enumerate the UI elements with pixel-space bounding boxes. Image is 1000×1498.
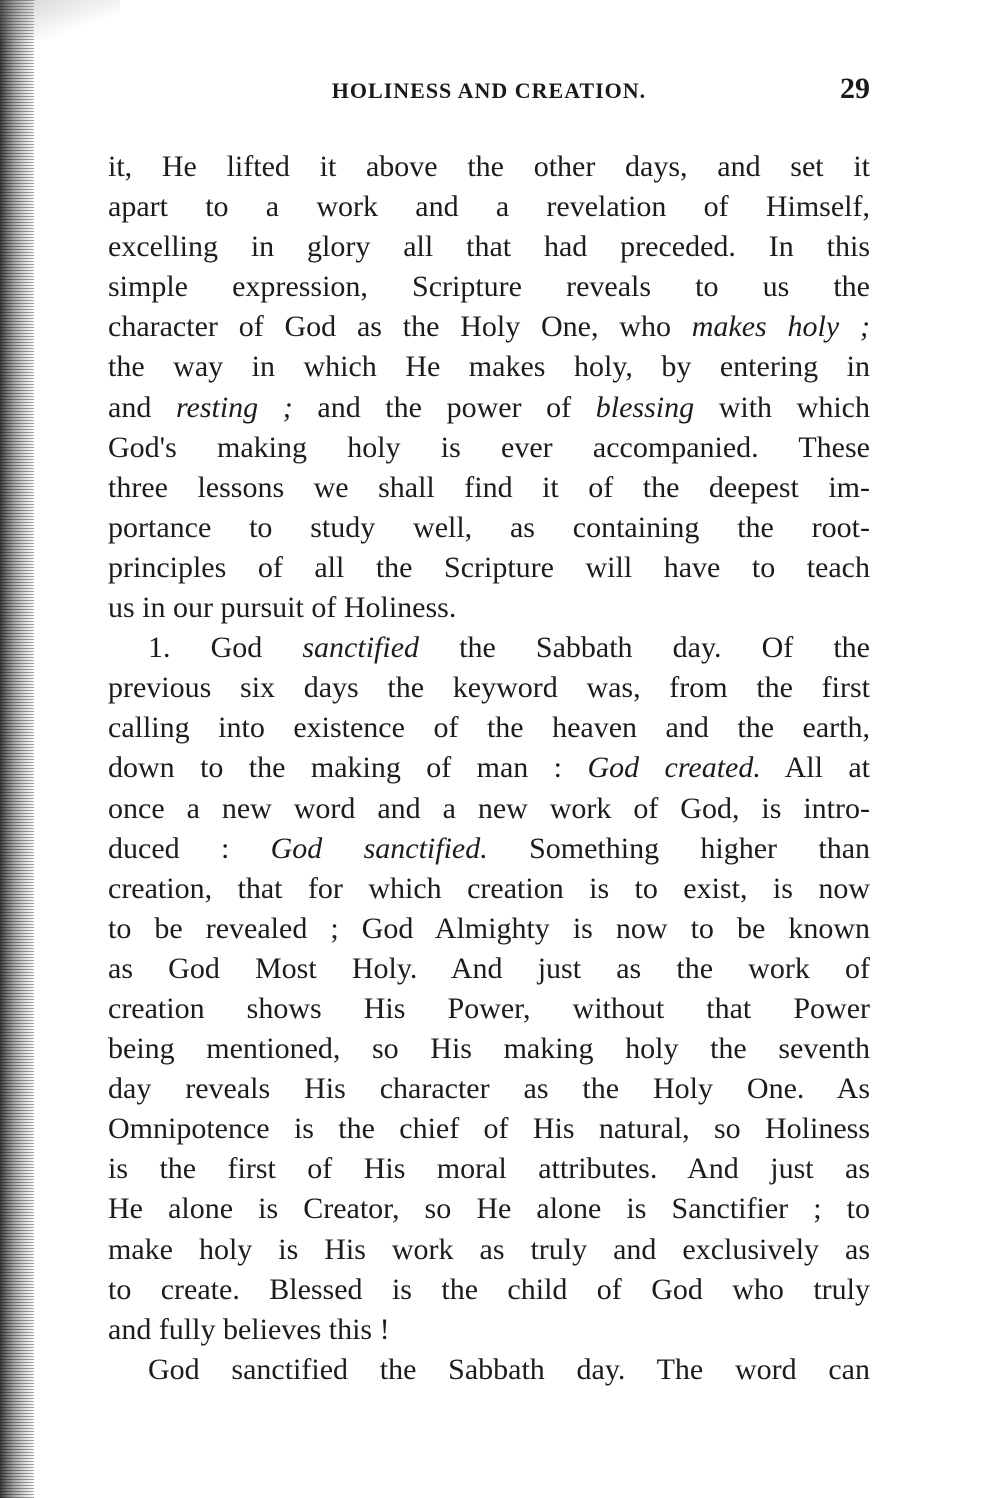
text-line: to create. Blessed is the child of God who truly	[108, 1272, 870, 1306]
text-line	[108, 628, 870, 668]
text-line: portance to study well, as containing the root-	[108, 510, 870, 544]
paragraph-3	[108, 1350, 870, 1390]
text-line: it, He lifted it above the other days, and set it	[108, 150, 870, 183]
italic-phrase: sanctified	[302, 631, 420, 665]
italic-phrase: God created.	[587, 751, 761, 785]
page-number: 29	[840, 72, 870, 105]
text-line: excelling in glory all that had preceded. In this	[108, 230, 870, 264]
text-line: once a new word and a new work of God, is intro-	[108, 791, 870, 825]
italic-phrase: God sanctified.	[270, 831, 488, 865]
text-line: three lessons we shall find it of the deepest im-	[108, 470, 870, 504]
italic-phrase: resting ;	[175, 390, 293, 424]
text-run: with which	[694, 390, 870, 424]
text-run: Something higher than	[487, 831, 871, 865]
text-run: character of God as the Holy One, who	[108, 310, 692, 344]
text-run: the Sabbath day. Of the	[419, 631, 870, 665]
text-line: principles of all the Scripture will have to teach	[108, 550, 870, 584]
text-line: Omnipotence is the chief of His natural, so Holiness	[108, 1112, 870, 1146]
text-run: and the power of	[292, 390, 596, 424]
text-line: previous six days the keyword was, from the first	[108, 671, 870, 705]
text-line: creation, that for which creation is to exist, is now	[108, 871, 870, 905]
paragraph-1	[108, 147, 870, 628]
text-line: being mentioned, so His making holy the seventh	[108, 1032, 870, 1066]
text-run: down to the making of man :	[108, 751, 588, 785]
italic-phrase: blessing	[595, 390, 695, 424]
text-line: simple expression, Scripture reveals to us the	[108, 270, 870, 304]
italic-phrase: makes holy ;	[691, 310, 870, 344]
body-text	[108, 147, 870, 1390]
text-line: to be revealed ; God Almighty is now to be known	[108, 911, 870, 945]
text-run: 1. God	[148, 631, 303, 665]
binding-gutter	[0, 0, 34, 1498]
page-header	[108, 70, 870, 110]
text-run: duced :	[108, 831, 271, 865]
text-line: make holy is His work as truly and exclusively as	[108, 1232, 870, 1266]
text-line: and fully believes this !	[108, 1312, 390, 1346]
text-line	[108, 829, 870, 869]
text-line: God's making holy is ever accompanied. These	[108, 430, 870, 464]
text-line: creation shows His Power, without that Power	[108, 991, 870, 1025]
text-line: day reveals His character as the Holy One. As	[108, 1072, 870, 1106]
text-line	[108, 388, 870, 428]
text-line	[108, 307, 870, 347]
text-run: and	[108, 390, 176, 424]
text-line: the way in which He makes holy, by entering in	[108, 350, 870, 384]
text-line	[108, 748, 870, 788]
text-line: calling into existence of the heaven and the earth,	[108, 711, 870, 745]
text-line: is the first of His moral attributes. And just as	[108, 1152, 870, 1186]
text-line: as God Most Holy. And just as the work of	[108, 951, 870, 985]
text-line: apart to a work and a revelation of Himself,	[108, 190, 870, 224]
text-line: God sanctified the Sabbath day. The word can	[148, 1352, 870, 1386]
scan-shadow	[0, 0, 120, 40]
text-line: us in our pursuit of Holiness.	[108, 591, 457, 625]
running-title: HOLINESS AND CREATION.	[331, 78, 647, 103]
paragraph-2	[108, 628, 870, 1350]
text-run: All at	[760, 751, 870, 785]
text-line: He alone is Creator, so He alone is Sanctifier ; to	[108, 1192, 870, 1226]
